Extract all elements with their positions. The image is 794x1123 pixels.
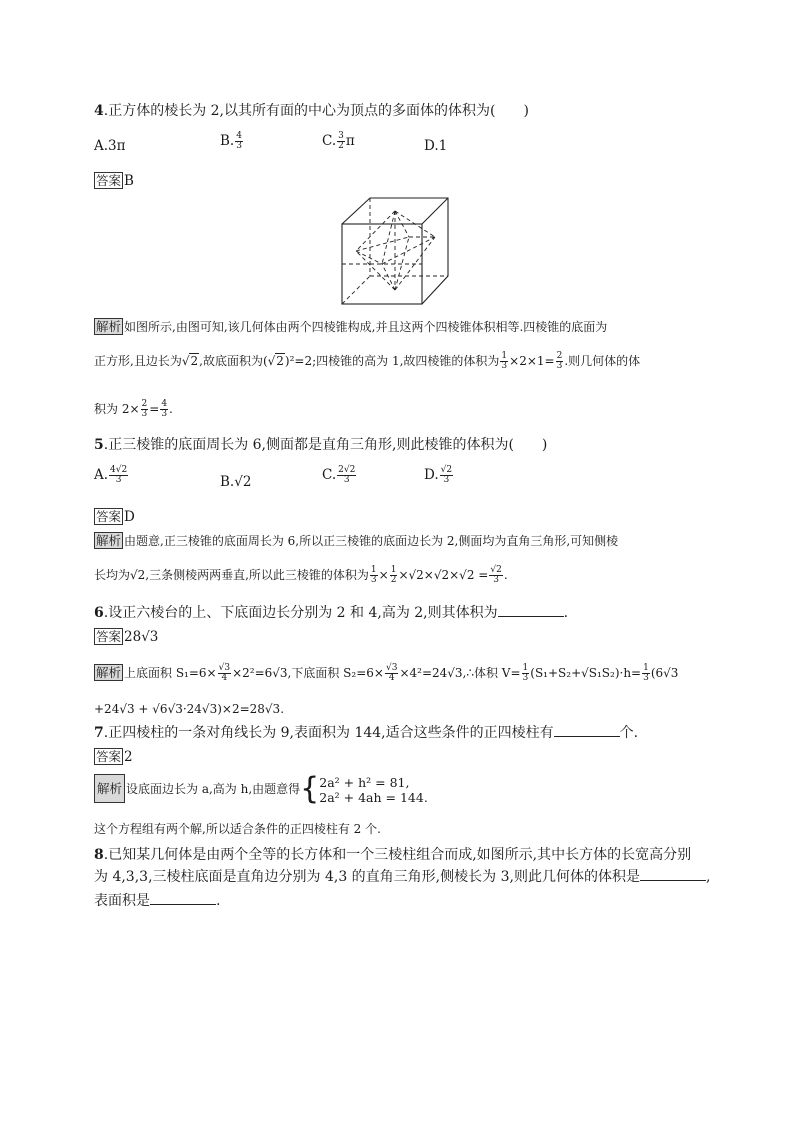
answer-blank [498, 604, 564, 617]
numerator: 1 [522, 663, 529, 673]
answer-blank [640, 868, 706, 881]
analysis-text: ×√2×√2×√2 = [398, 568, 489, 582]
cube-edge [422, 198, 448, 224]
answer-tag: 答案 [96, 749, 122, 764]
numerator: 4√2 [110, 465, 128, 475]
option-b-prefix: B. [220, 133, 235, 149]
numerator: 2√2 [338, 465, 356, 475]
question-7-stem [94, 724, 638, 742]
option-c [322, 132, 355, 151]
denominator: 3 [643, 673, 649, 683]
numerator: 3 [338, 131, 344, 141]
fraction [489, 566, 502, 585]
numerator: √3 [385, 663, 398, 673]
option-c-prefix: C. [322, 133, 337, 149]
analysis-text: +24√3 + √6√3·24√3)×2=28√3. [94, 702, 285, 716]
analysis-tag: 解析 [96, 533, 122, 548]
option-c-suffix: π [345, 133, 355, 149]
analysis-text: .则几何体的体 [564, 354, 641, 368]
numerator: 2 [141, 399, 148, 409]
numerator: 1 [370, 565, 377, 575]
question-number: 8 [94, 847, 104, 863]
option-a-prefix: A. [94, 467, 109, 483]
sqrt-value: 2 [276, 354, 284, 368]
denominator: 3 [115, 475, 122, 485]
analysis-text: ×4²=24√3,∴体积 V= [399, 666, 521, 680]
option-d-prefix: D. [424, 467, 439, 483]
answer-tag: 答案 [96, 629, 122, 644]
question-5-stem [94, 436, 547, 454]
denominator: 3 [501, 361, 508, 371]
numerator: √2 [490, 565, 502, 575]
analysis-text: 积为 2× [94, 402, 140, 416]
analysis-text: . [503, 568, 508, 582]
equation-system [319, 775, 428, 805]
analysis-text: (S₁+S₂+√S₁S₂)·h= [530, 666, 642, 680]
answer-row-4 [94, 172, 134, 190]
question-number: 7 [94, 725, 104, 741]
fraction [141, 400, 149, 419]
analysis-tag: 解析 [94, 774, 125, 803]
numerator: 1 [390, 565, 397, 575]
analysis-text: 正方形,且边长为 [94, 354, 182, 368]
denominator: 3 [493, 575, 499, 585]
denominator: 3 [141, 409, 148, 419]
answer-value: 28√3 [124, 629, 159, 645]
brace-symbol: { [300, 771, 320, 807]
equation-1: 2a² + h² = 81, [319, 774, 410, 790]
option-d-fraction [440, 466, 453, 485]
analysis-text: 这个方程组有两个解,所以适合条件的正四棱柱有 2 个. [94, 822, 381, 836]
numerator: √2 [440, 465, 453, 475]
option-a [94, 466, 129, 485]
option-a-fraction [109, 466, 128, 485]
denominator: 2 [338, 141, 344, 151]
numerator: 4 [236, 131, 242, 141]
analysis-text: = [149, 402, 160, 416]
question-text-end: , [705, 869, 711, 885]
analysis-text: 设底面边长为 a,高为 h,由题意得 [126, 782, 301, 796]
fraction [160, 400, 168, 419]
option-c-fraction [337, 132, 345, 151]
analysis-text: (6√3 [650, 666, 679, 680]
denominator: 3 [343, 475, 350, 485]
denominator: 3 [522, 673, 529, 683]
denominator: 4 [388, 673, 395, 683]
answer-blank [554, 724, 620, 737]
analysis-text: 上底面积 S₁=6× [124, 666, 217, 680]
question-text: .正三棱锥的底面周长为 6,侧面都是直角三角形,则此棱锥的体积为( ) [103, 437, 548, 453]
analysis-7-conclusion [94, 820, 381, 838]
numerator: √3 [218, 663, 231, 673]
analysis-5-line2 [94, 566, 508, 585]
option-b [220, 474, 251, 490]
analysis-7 [94, 771, 428, 807]
denominator: 3 [236, 141, 242, 151]
analysis-6-line2 [94, 700, 284, 718]
analysis-text: ×2×1= [509, 354, 555, 368]
answer-blank [150, 892, 216, 905]
analysis-4-line3 [94, 400, 173, 419]
question-8-line1 [94, 846, 691, 864]
analysis-4-line1 [94, 318, 607, 336]
question-8-line3 [94, 892, 220, 910]
analysis-6-line1 [94, 664, 678, 683]
numerator: 1 [501, 351, 508, 361]
answer-tag: 答案 [96, 509, 122, 524]
option-c-fraction [337, 466, 356, 485]
analysis-text: ×2²=6√3,下底面积 S₂=6× [232, 666, 384, 680]
cube-octahedron-figure [340, 196, 452, 306]
option-a-text: A.3π [94, 138, 126, 154]
option-c-prefix: C. [322, 467, 337, 483]
option-b-text: B.√2 [220, 474, 252, 490]
denominator: 4 [221, 673, 228, 683]
question-number: 6 [94, 605, 104, 621]
fraction [218, 664, 231, 683]
option-d-text: D.1 [424, 138, 448, 154]
question-text: 表面积是 [94, 893, 150, 909]
option-b [220, 132, 244, 151]
fraction [642, 664, 650, 683]
denominator: 3 [161, 409, 168, 419]
denominator: 3 [556, 361, 563, 371]
question-text: 为 4,3,3,三棱柱底面是直角边分别为 4,3 的直角三角形,侧棱长为 3,则此几何体的体积是 [94, 869, 640, 885]
analysis-text: 长均为√2,三条侧棱两两垂直,所以此三棱锥的体积为 [94, 568, 369, 582]
question-text: .正方体的棱长为 2,以其所有面的中心为顶点的多面体的体积为( ) [103, 103, 529, 119]
analysis-text: 如图所示,由图可知,该几何体由两个四棱锥构成,并且这两个四棱锥体积相等.四棱锥的底面为 [124, 320, 608, 334]
numerator: 4 [161, 399, 168, 409]
analysis-text: × [378, 568, 389, 582]
analysis-text: )²=2;四棱锥的高为 1,故四棱锥的体积为 [284, 354, 500, 368]
fraction [556, 352, 564, 371]
answer-row-5 [94, 508, 135, 526]
option-c [322, 466, 357, 485]
fraction [385, 664, 398, 683]
question-6-stem [94, 604, 568, 622]
question-number: 5 [94, 437, 104, 453]
sqrt-value: 2 [190, 354, 199, 368]
analysis-text: . [169, 402, 173, 416]
answer-tag: 答案 [96, 173, 122, 188]
fraction [370, 566, 378, 585]
question-text-end: . [216, 893, 221, 909]
numerator: 2 [556, 351, 563, 361]
question-text: .正四棱柱的一条对角线长为 9,表面积为 144,适合这些条件的正四棱柱有 [103, 725, 554, 741]
question-8-line2 [94, 868, 710, 886]
question-text: .设正六棱台的上、下底面边长分别为 2 和 4,高为 2,则其体积为 [103, 605, 498, 621]
answer-value: 2 [124, 749, 133, 765]
denominator: 3 [370, 575, 377, 585]
question-text-end: . [563, 605, 569, 621]
analysis-tag: 解析 [96, 319, 122, 334]
denominator: 3 [443, 475, 450, 485]
question-number: 4 [94, 103, 104, 119]
fraction [522, 664, 530, 683]
fraction [500, 352, 508, 371]
equation-2: 2a² + 4ah = 144. [319, 789, 428, 805]
question-4-stem [94, 102, 529, 120]
option-b-fraction [235, 132, 243, 151]
answer-value: D [124, 509, 135, 525]
numerator: 1 [643, 663, 649, 673]
question-text: .已知某几何体是由两个全等的长方体和一个三棱柱组合而成,如图所示,其中长方体的长宽高分别 [103, 847, 692, 863]
analysis-tag: 解析 [96, 665, 122, 680]
option-d [424, 466, 454, 485]
answer-row-7 [94, 748, 133, 766]
question-text-end: 个. [619, 725, 639, 741]
fraction [390, 566, 398, 585]
analysis-text: 由题意,正三棱锥的底面周长为 6,所以正三棱锥的底面边长为 2,侧面均为直角三角形,可知侧棱 [124, 534, 619, 548]
answer-value: B [124, 173, 134, 189]
analysis-5-line1 [94, 532, 618, 550]
denominator: 2 [390, 575, 397, 585]
analysis-text: ,故底面积为( [199, 354, 268, 368]
analysis-4-line2: 正方形,且边长为√2,故底面积为(√2)²=2;四棱锥的高为 1,故四棱锥的体积为 $\frac{1}{3}$ ×2×1= $\frac{2}{3}$ .则几何体的体 [94, 351, 641, 371]
option-a [94, 138, 126, 154]
answer-row-6 [94, 628, 158, 646]
option-d [424, 138, 447, 154]
